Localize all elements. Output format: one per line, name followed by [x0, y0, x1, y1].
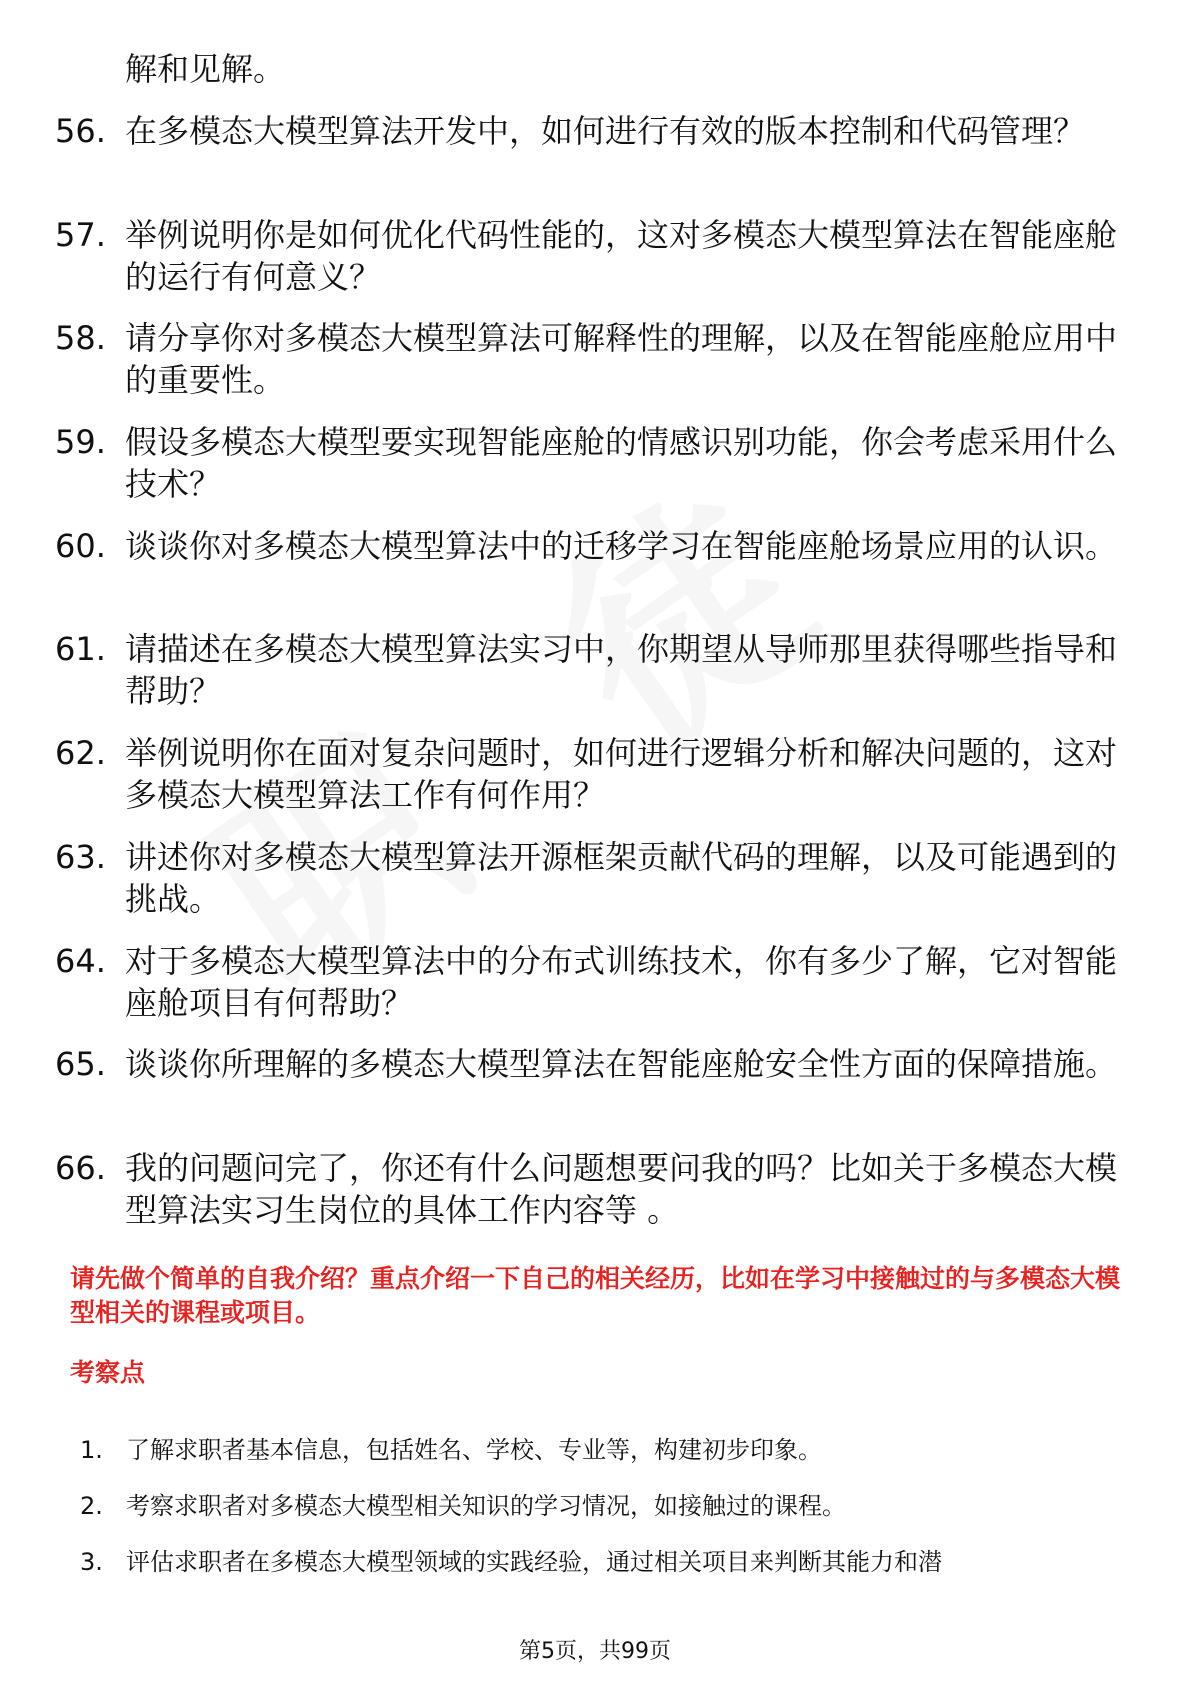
question-text: 举例说明你在面对复杂问题时，如何进行逻辑分析和解决问题的，这对多模态大模型算法工作有何作用？ [125, 734, 1118, 815]
question-item [55, 1043, 1135, 1147]
question-number: 56. [55, 112, 106, 150]
assessment-point-list [80, 1434, 1130, 1602]
question-number: 60. [55, 526, 106, 565]
question-text: 谈谈你所理解的多模态大模型算法在智能座舱安全性方面的保障措施。 [125, 1045, 1118, 1084]
continuation-text: 解和见解。 [125, 50, 286, 88]
question-item [55, 110, 1135, 214]
question-number: 64. [55, 941, 106, 980]
highlighted-question: 请先做个简单的自我介绍？重点介绍一下自己的相关经历，比如在学习中接触过的与多模态大模型相关的课程或项目。 [70, 1264, 1121, 1327]
question-item [55, 940, 1135, 1044]
question-text: 举例说明你是如何优化代码性能的，这对多模态大模型算法在智能座舱的运行有何意义？ [125, 215, 1118, 296]
question-text: 请分享你对多模态大模型算法可解释性的理解，以及在智能座舱应用中的重要性。 [125, 319, 1118, 400]
question-text: 谈谈你对多模态大模型算法中的迁移学习在智能座舱场景应用的认识。 [125, 526, 1118, 565]
question-item [55, 732, 1135, 836]
point-text: 考察求职者对多模态大模型相关知识的学习情况，如接触过的课程。 [126, 1492, 846, 1520]
question-item [55, 1147, 1135, 1251]
question-text: 在多模态大模型算法开发中，如何进行有效的版本控制和代码管理？ [125, 112, 1086, 150]
question-item [55, 214, 1135, 318]
question-number: 58. [55, 319, 106, 358]
question-item [55, 525, 1135, 629]
point-number: 1. [80, 1436, 103, 1464]
question-text: 对于多模态大模型算法中的分布式训练技术，你有多少了解，它对智能座舱项目有何帮助？ [125, 941, 1118, 1022]
question-text: 请描述在多模态大模型算法实习中，你期望从导师那里获得哪些指导和帮助？ [125, 630, 1118, 711]
section-label-assessment-points: 考察点 [70, 1358, 146, 1387]
point-text: 评估求职者在多模态大模型领域的实践经验，通过相关项目来判断其能力和潜 [126, 1548, 942, 1576]
question-number: 62. [55, 734, 106, 773]
question-number: 66. [55, 1148, 106, 1187]
question-number: 65. [55, 1045, 106, 1084]
question-number: 59. [55, 423, 106, 462]
question-text: 我的问题问完了，你还有什么问题想要问我的吗？比如关于多模态大模型算法实习生岗位的具体工作内容等 。 [125, 1148, 1118, 1229]
point-number: 3. [80, 1548, 103, 1576]
page-footer: 第5页，共99页 [519, 1639, 671, 1664]
question-text: 讲述你对多模态大模型算法开源框架贡献代码的理解，以及可能遇到的挑战。 [125, 837, 1118, 918]
point-text: 了解求职者基本信息，包括姓名、学校、专业等，构建初步印象。 [126, 1436, 822, 1464]
question-number: 61. [55, 630, 106, 669]
question-item [55, 421, 1135, 525]
question-number: 63. [55, 837, 106, 876]
question-item [55, 628, 1135, 732]
question-text: 假设多模态大模型要实现智能座舱的情感识别功能，你会考虑采用什么技术？ [125, 423, 1118, 504]
question-item [55, 317, 1135, 421]
assessment-point [80, 1546, 1130, 1602]
question-number: 57. [55, 215, 106, 254]
point-number: 2. [80, 1492, 103, 1520]
assessment-point [80, 1490, 1130, 1546]
question-list [55, 110, 1135, 1251]
assessment-point [80, 1434, 1130, 1490]
question-item [55, 836, 1135, 940]
